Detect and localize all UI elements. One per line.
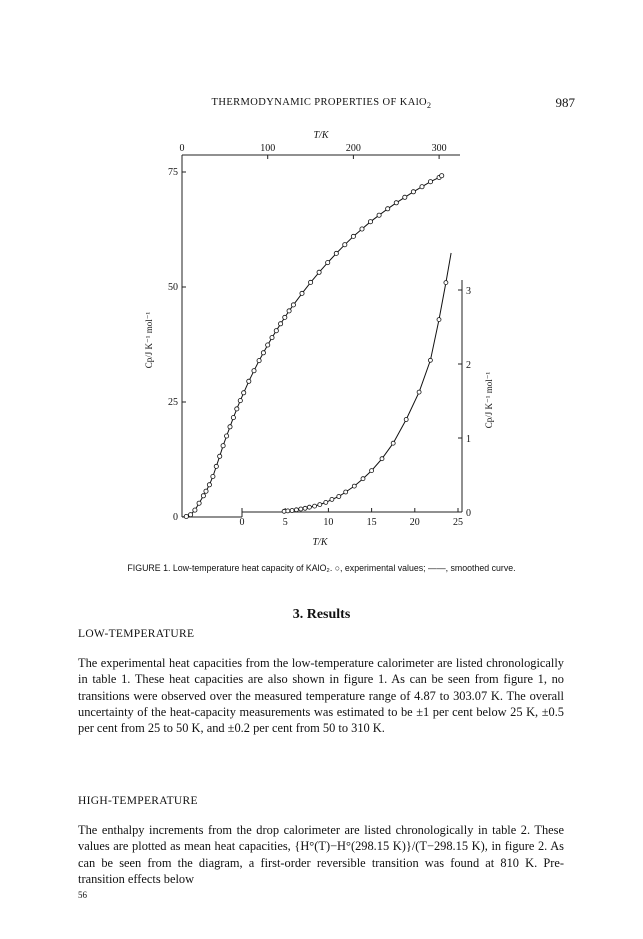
figure-caption: FIGURE 1. Low-temperature heat capacity of KAlO₂. ○, experimental values; ——, smoothed curve. <box>127 563 516 573</box>
main-data-point <box>238 399 242 403</box>
main-smoothed-curve <box>182 176 442 517</box>
top-axis-label: T/K <box>313 130 329 141</box>
main-data-point <box>242 391 246 395</box>
top-axis-tick-label: 100 <box>260 143 276 154</box>
right-axis-tick-label: 1 <box>466 434 471 445</box>
main-data-point <box>214 464 218 468</box>
inset-data-point <box>299 507 303 511</box>
inset-data-point <box>404 418 408 422</box>
main-data-point <box>207 483 211 487</box>
main-data-point <box>235 407 239 411</box>
main-data-point <box>204 489 208 493</box>
main-data-point <box>189 513 193 517</box>
main-data-point <box>317 270 321 274</box>
inset-data-point <box>290 509 294 513</box>
main-data-point <box>309 280 313 284</box>
main-data-point <box>184 514 188 518</box>
inset-data-point <box>444 281 448 285</box>
left-axis-tick-label: 75 <box>168 167 178 178</box>
main-data-point <box>279 322 283 326</box>
main-data-point <box>211 474 215 478</box>
inset-data-point <box>391 441 395 445</box>
left-axis-tick-label: 50 <box>168 282 178 293</box>
inset-data-point <box>303 506 307 510</box>
main-data-point <box>300 291 304 295</box>
bottom-axis-tick-label: 5 <box>282 517 288 528</box>
main-data-point <box>257 359 261 363</box>
main-data-point <box>403 195 407 199</box>
high-temperature-heading: HIGH-TEMPERATURE <box>78 795 198 807</box>
main-data-point <box>291 303 295 307</box>
main-data-point <box>394 201 398 205</box>
inset-data-point <box>428 358 432 362</box>
main-data-point <box>283 315 287 319</box>
inset-data-point <box>370 469 374 473</box>
main-data-point <box>221 444 225 448</box>
right-axis-tick-label: 3 <box>466 286 471 297</box>
inset-data-point <box>437 318 441 322</box>
inset-data-point <box>361 477 365 481</box>
right-axis-tick-label: 2 <box>466 360 471 371</box>
right-axis-tick-label: 0 <box>466 508 471 519</box>
main-data-point <box>270 336 274 340</box>
main-data-point <box>326 261 330 265</box>
left-axis-label: Cp/J K⁻¹ mol⁻¹ <box>144 311 154 369</box>
main-data-point <box>411 190 415 194</box>
main-data-point <box>197 501 201 505</box>
inset-data-point <box>307 505 311 509</box>
bottom-axis-tick-label: 25 <box>453 517 463 528</box>
main-data-point <box>231 416 235 420</box>
main-data-point <box>377 213 381 217</box>
inset-smoothed-curve <box>284 253 451 511</box>
main-data-point <box>252 369 256 373</box>
main-data-point <box>247 379 251 383</box>
main-data-point <box>225 434 229 438</box>
left-axis-tick-label: 0 <box>173 512 178 523</box>
bottom-axis-tick-label: 10 <box>323 517 334 528</box>
main-data-point <box>368 220 372 224</box>
main-data-point <box>351 234 355 238</box>
inset-data-point <box>330 497 334 501</box>
section-heading: 3. Results <box>292 607 351 622</box>
running-title: THERMODYNAMIC PROPERTIES OF KAlO$_2$ <box>211 97 432 111</box>
right-axis-label: Cp/J K⁻¹ mol⁻¹ <box>484 371 494 429</box>
main-data-point <box>218 454 222 458</box>
main-data-point <box>334 251 338 255</box>
inset-data-point <box>324 500 328 504</box>
inset-data-point <box>337 495 341 499</box>
main-data-point <box>440 174 444 178</box>
inset-data-point <box>318 503 322 507</box>
main-data-point <box>428 180 432 184</box>
inset-data-point <box>286 509 290 513</box>
top-axis-tick-label: 200 <box>345 143 361 154</box>
inset-data-point <box>344 490 348 494</box>
inset-data-point <box>294 508 298 512</box>
high-temperature-paragraph: The enthalpy increments from the drop calorimeter are listed chronologically in table 2. These values are plotted as mean heat capacities, {H°(T)−H°(298.15 K)}/(T−298.15 K), in figure 2. As can be seen from the diagram, a first-order reversible transition was found at 810 K. Pre-transition effects below <box>78 823 564 886</box>
main-data-point <box>193 508 197 512</box>
bottom-axis-tick-label: 15 <box>366 517 377 528</box>
bottom-axis-label: T/K <box>312 537 328 548</box>
low-temperature-paragraph: The experimental heat capacities from the low-temperature calorimeter are listed chronologically in table 1. These heat capacities are also shown in figure 1. As can be seen from figure 1, no transitions were observed over the measured temperature range of 4.87 to 303.07 K. The overall uncertainty of the heat-capacity measurements was estimated to be ±1 per cent below 25 K, ±0.5 per cent from 25 to 50 K, and ±0.2 per cent from 50 to 310 K. <box>78 656 564 736</box>
top-axis-tick-label: 300 <box>431 143 447 154</box>
main-data-point <box>420 185 424 189</box>
main-data-point <box>274 329 278 333</box>
top-axis-tick-label: 0 <box>179 143 185 154</box>
left-axis-tick-label: 25 <box>168 397 178 408</box>
inset-data-point <box>313 504 317 508</box>
inset-data-point <box>380 457 384 461</box>
bottom-axis-tick-label: 0 <box>239 517 245 528</box>
main-data-point <box>343 243 347 247</box>
running-title-subscript: 2 <box>427 101 432 111</box>
bottom-axis-tick-label: 20 <box>409 517 420 528</box>
main-data-point <box>386 207 390 211</box>
main-data-point <box>360 227 364 231</box>
main-data-point <box>266 343 270 347</box>
low-temperature-heading: LOW-TEMPERATURE <box>78 628 195 640</box>
main-data-point <box>261 351 265 355</box>
main-data-point <box>228 425 232 429</box>
main-data-point <box>201 494 205 498</box>
inset-data-point <box>417 390 421 394</box>
inset-data-point <box>352 484 356 488</box>
main-data-point <box>287 309 291 313</box>
footer-page-code: 56 <box>78 890 87 900</box>
page-number: 987 <box>555 95 575 110</box>
